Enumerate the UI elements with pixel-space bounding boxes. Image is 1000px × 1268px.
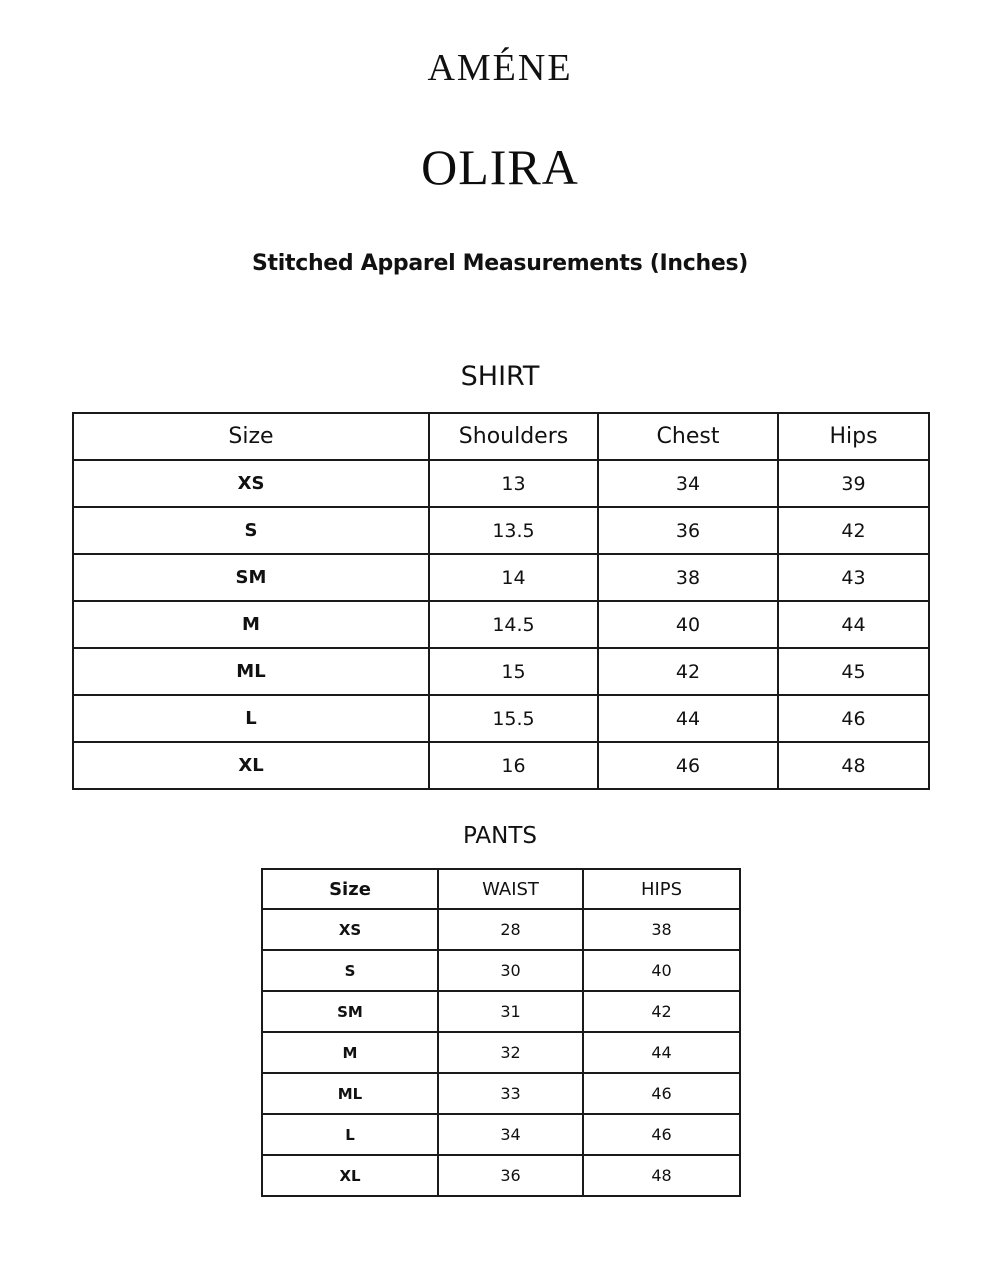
table-row [73,648,929,695]
column-header-size: Size [73,413,429,460]
size-cell: ML [73,648,429,695]
hips-cell: 43 [778,554,929,601]
waist-cell: 36 [438,1155,583,1196]
shoulders-cell: 14 [429,554,598,601]
hips-cell: 48 [583,1155,740,1196]
hips-cell: 44 [583,1032,740,1073]
waist-cell: 32 [438,1032,583,1073]
size-cell: XL [262,1155,438,1196]
hips-cell: 44 [778,601,929,648]
size-cell: SM [73,554,429,601]
table-row [73,742,929,789]
column-header-shoulders: Shoulders [429,413,598,460]
shoulders-cell: 13.5 [429,507,598,554]
table-row [73,695,929,742]
pants-size-table [261,868,741,1197]
pants-section-title: PANTS [463,823,537,849]
shoulders-cell: 16 [429,742,598,789]
hips-cell: 46 [583,1114,740,1155]
table-header-row [73,413,929,460]
size-cell: M [73,601,429,648]
size-cell: S [73,507,429,554]
size-cell: ML [262,1073,438,1114]
size-cell: L [262,1114,438,1155]
table-row [73,507,929,554]
table-row [262,1114,740,1155]
size-cell: SM [262,991,438,1032]
shoulders-cell: 15 [429,648,598,695]
hips-cell: 39 [778,460,929,507]
table-header-row [262,869,740,909]
chest-cell: 42 [598,648,778,695]
table-row [73,601,929,648]
chest-cell: 40 [598,601,778,648]
hips-cell: 46 [778,695,929,742]
hips-cell: 48 [778,742,929,789]
size-cell: L [73,695,429,742]
column-header-size: Size [262,869,438,909]
shirt-section-title: SHIRT [460,361,540,392]
shoulders-cell: 15.5 [429,695,598,742]
chest-cell: 44 [598,695,778,742]
waist-cell: 34 [438,1114,583,1155]
table-row [262,991,740,1032]
table-row [73,460,929,507]
column-header-chest: Chest [598,413,778,460]
chest-cell: 36 [598,507,778,554]
chest-cell: 34 [598,460,778,507]
column-header-hips: Hips [778,413,929,460]
chest-cell: 46 [598,742,778,789]
column-header-hips: HIPS [583,869,740,909]
table-row [262,909,740,950]
size-cell: XS [73,460,429,507]
hips-cell: 46 [583,1073,740,1114]
page-subtitle: Stitched Apparel Measurements (Inches) [251,251,749,276]
hips-cell: 38 [583,909,740,950]
brand-logo: AMÉNE [427,47,573,89]
hips-cell: 40 [583,950,740,991]
size-cell: XL [73,742,429,789]
waist-cell: 30 [438,950,583,991]
table-row [262,1155,740,1196]
size-cell: XS [262,909,438,950]
shoulders-cell: 14.5 [429,601,598,648]
hips-cell: 42 [778,507,929,554]
column-header-waist: WAIST [438,869,583,909]
hips-cell: 45 [778,648,929,695]
shirt-size-table [72,412,930,790]
table-row [262,1073,740,1114]
waist-cell: 33 [438,1073,583,1114]
chest-cell: 38 [598,554,778,601]
size-cell: M [262,1032,438,1073]
size-cell: S [262,950,438,991]
table-row [262,1032,740,1073]
collection-title: OLIRA [421,139,579,195]
hips-cell: 42 [583,991,740,1032]
table-row [262,950,740,991]
shoulders-cell: 13 [429,460,598,507]
waist-cell: 28 [438,909,583,950]
waist-cell: 31 [438,991,583,1032]
table-row [73,554,929,601]
